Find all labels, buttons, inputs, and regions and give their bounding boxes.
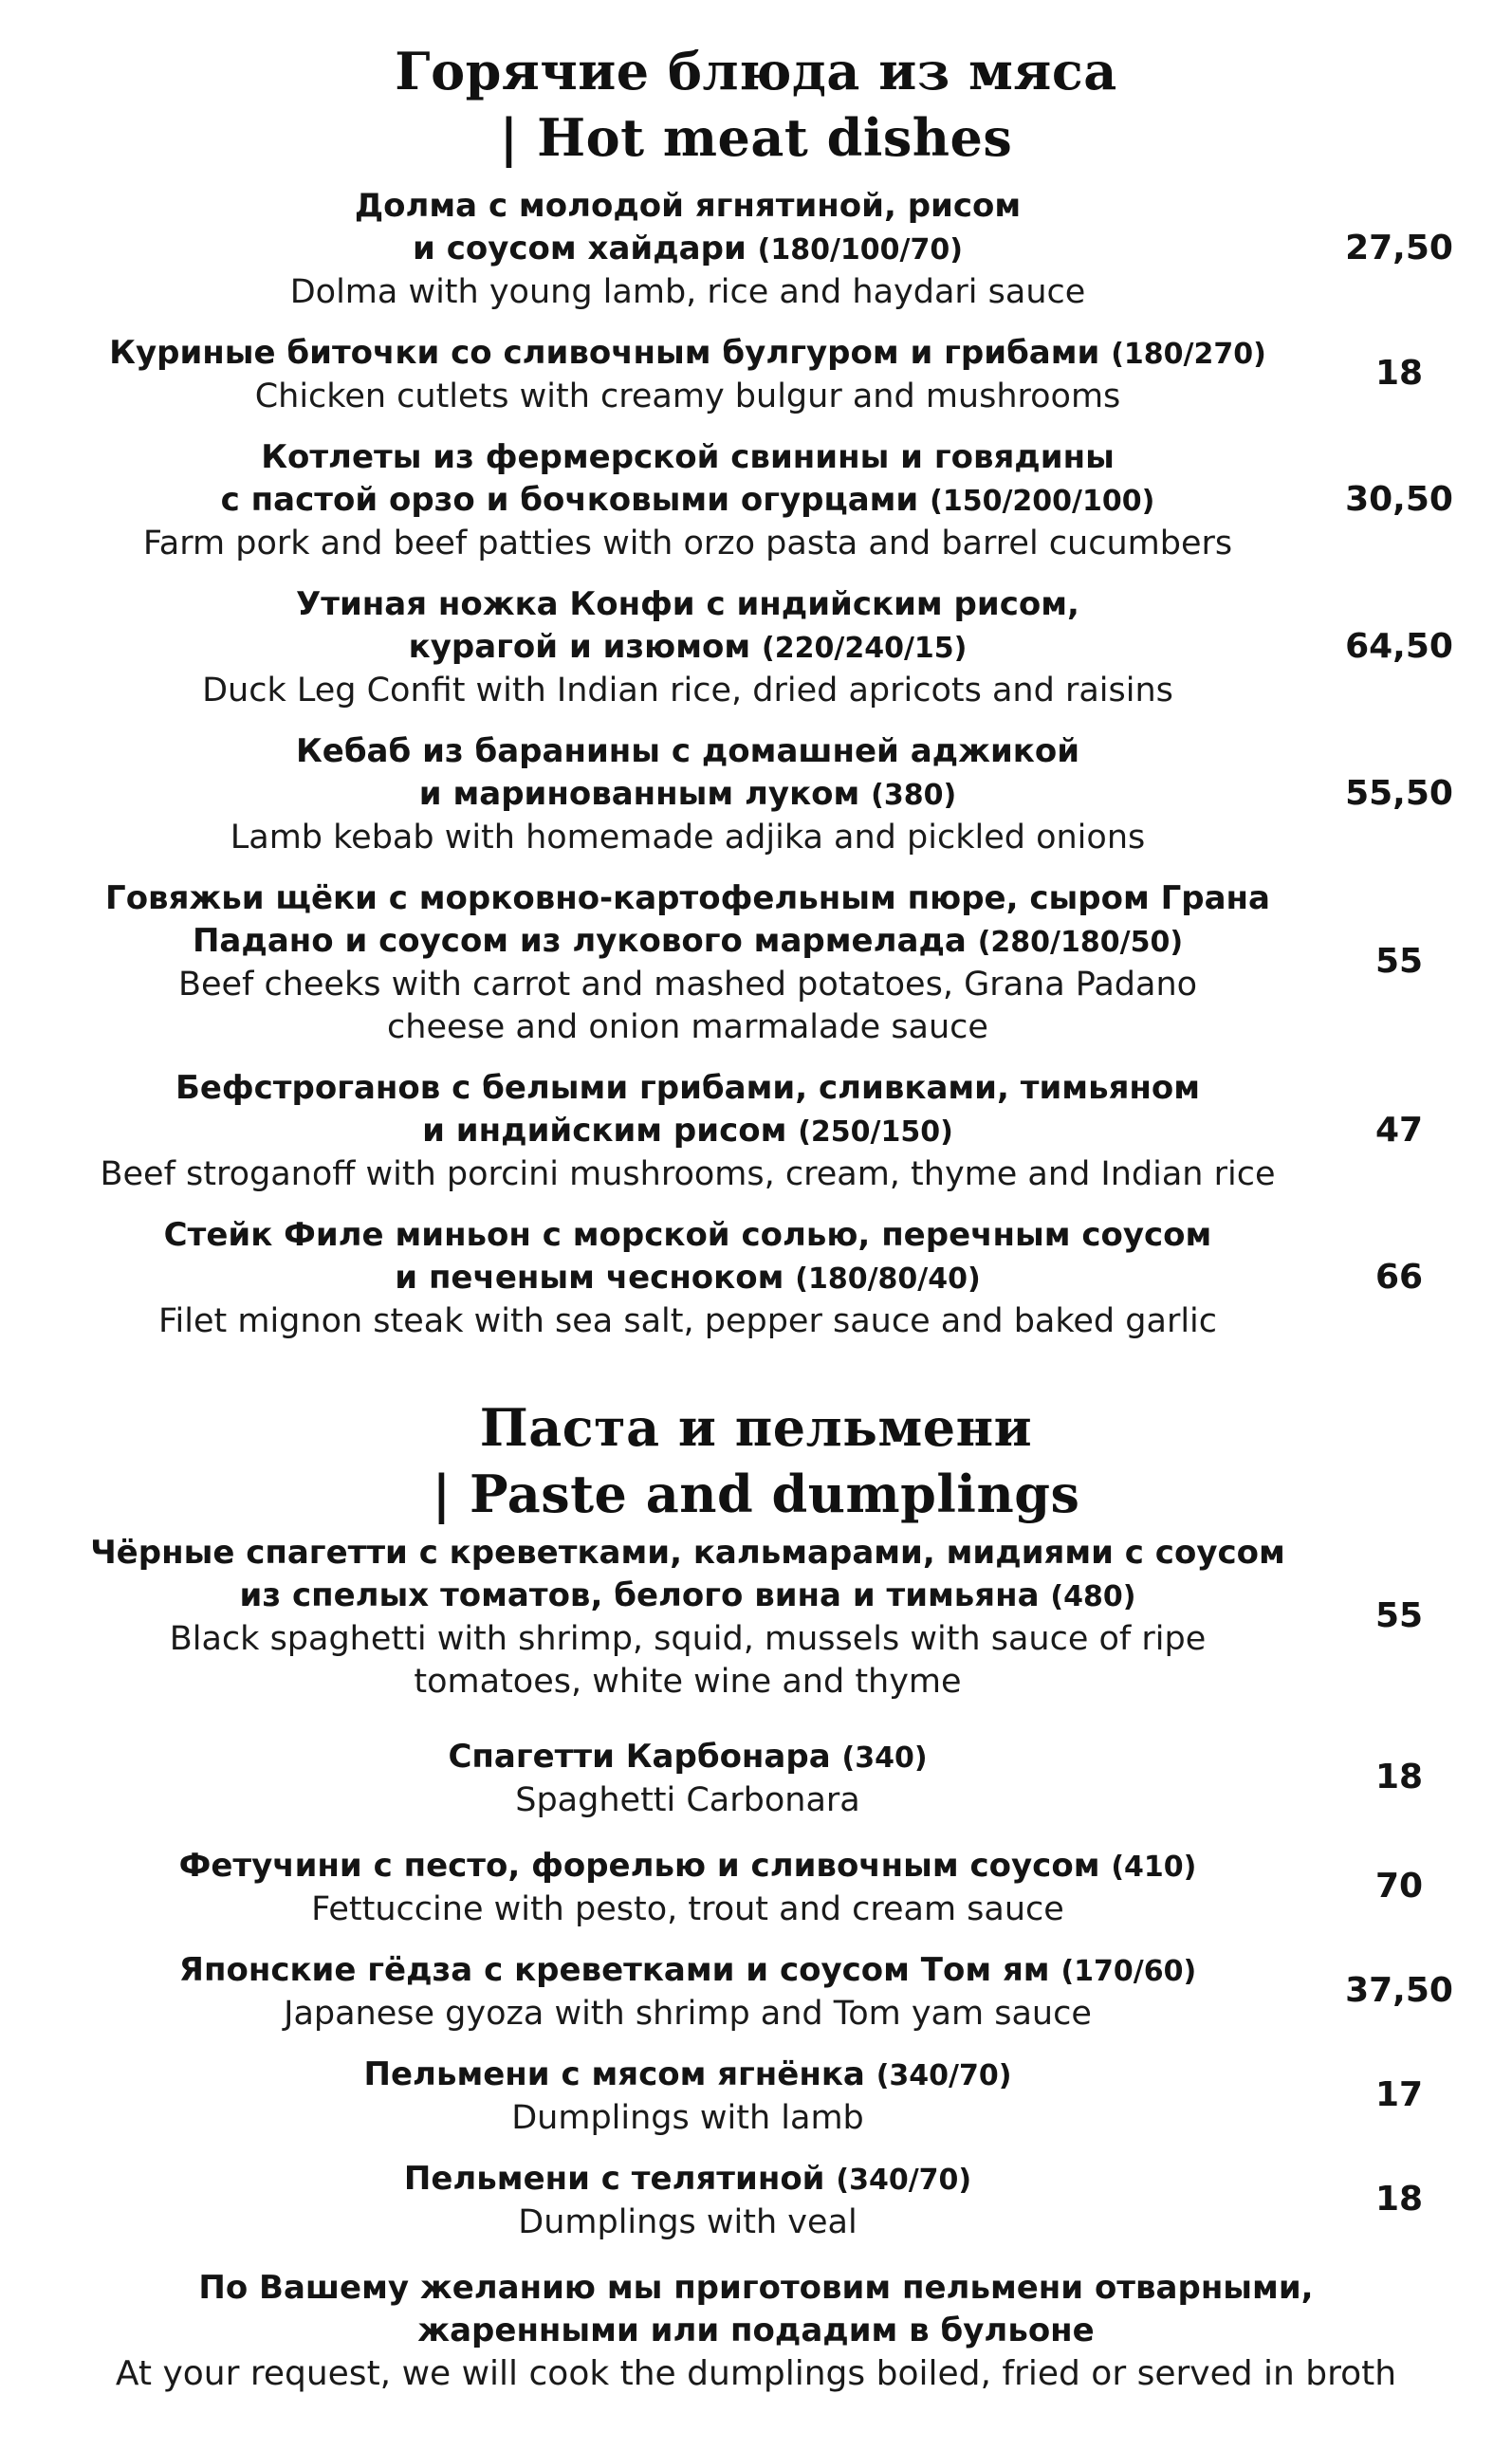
item-price: 66 <box>1374 1257 1424 1297</box>
item-name-ru-text: Падано и соусом из лукового мармелада <box>192 922 967 960</box>
item-name-ru <box>76 1067 1300 1110</box>
item-name-en: Lamb kebab with homemade adjika and pickled onions <box>230 819 1146 857</box>
section-title-line: Горячие блюда из мяса <box>395 41 1117 101</box>
item-description <box>76 1067 1300 1196</box>
item-name-ru-text: Пельмени с мясом ягнёнка <box>363 2055 865 2093</box>
item-price: 64,50 <box>1345 626 1453 666</box>
item-price: 30,50 <box>1345 479 1453 519</box>
item-name-ru-text: Стейк Филе миньон с морской солью, перечным соусом <box>163 1216 1212 1254</box>
item-name-ru <box>76 730 1300 773</box>
section-title-line: Паста и пельмени <box>479 1397 1033 1458</box>
item-price: 17 <box>1374 2075 1424 2114</box>
item-name-en: tomatoes, white wine and thyme <box>414 1663 962 1701</box>
item-price: 18 <box>1374 2180 1424 2219</box>
item-name-en: Beef cheeks with carrot and mashed potatoes, Grana Padano <box>177 966 1198 1004</box>
item-name-ru-text: Куриные биточки со сливочным булгуром и грибами <box>109 334 1100 372</box>
item-description <box>76 436 1300 565</box>
item-description <box>76 1532 1300 1704</box>
item-name-en: Fettuccine with pesto, trout and cream sauce <box>311 1890 1064 1928</box>
item-name-ru-text: Спагетти Карбонара <box>448 1738 831 1776</box>
item-price: 55 <box>1374 942 1424 981</box>
item-weight: (280/180/50) <box>977 926 1184 959</box>
item-description <box>76 2054 1300 2140</box>
item-weight: (220/240/15) <box>762 632 968 665</box>
item-name-en: Japanese gyoza with shrimp and Tom yam sauce <box>284 1995 1092 2033</box>
item-weight: (340/70) <box>836 2164 972 2197</box>
item-description <box>76 583 1300 712</box>
item-price: 18 <box>1374 1758 1424 1796</box>
item-name-en: Dolma with young lamb, rice and haydari sauce <box>289 273 1086 311</box>
item-description <box>76 877 1300 1049</box>
item-name-ru-text: Котлеты из фермерской свинины и говядины <box>261 438 1115 476</box>
item-weight: (410) <box>1111 1851 1197 1884</box>
item-weight: (480) <box>1050 1580 1136 1613</box>
item-name-ru <box>76 228 1300 271</box>
item-weight: (180/100/70) <box>757 233 963 267</box>
item-name-ru <box>76 436 1300 479</box>
item-name-ru-text: Утиная ножка Конфи с индийским рисом, <box>296 585 1079 623</box>
item-name-ru <box>76 1257 1300 1300</box>
note-en-line: At your request, we will cook the dumplings boiled, fried or served in broth <box>115 2354 1397 2393</box>
item-name-ru-text: и печеным чесноком <box>395 1259 784 1297</box>
item-description <box>76 1214 1300 1343</box>
section-title <box>0 1394 1512 1527</box>
item-weight: (250/150) <box>798 1115 953 1149</box>
item-name-ru <box>76 2054 1300 2097</box>
item-weight: (150/200/100) <box>930 485 1155 518</box>
item-name-ru <box>76 1575 1300 1618</box>
item-name-ru <box>76 626 1300 670</box>
item-name-ru-text: и соусом хайдари <box>413 230 747 267</box>
item-name-en: Dumplings with veal <box>518 2203 857 2241</box>
item-name-ru <box>76 185 1300 228</box>
item-price: 27,50 <box>1345 228 1453 267</box>
item-description <box>76 185 1300 314</box>
item-name-ru <box>76 773 1300 817</box>
item-name-ru-text: курагой и изюмом <box>408 628 751 666</box>
item-name-ru-text: Кебаб из баранины с домашней аджикой <box>295 732 1080 770</box>
item-name-ru <box>76 1532 1300 1575</box>
item-name-ru <box>76 332 1300 376</box>
item-name-en: Farm pork and beef patties with orzo pasta and barrel cucumbers <box>142 525 1233 562</box>
item-description <box>76 2158 1300 2244</box>
item-name-ru-text: Бефстроганов с белыми грибами, сливками, тимьяном <box>175 1069 1201 1107</box>
item-name-ru <box>76 583 1300 626</box>
item-name-ru-text: Японские гёдза с креветками и соусом Том ям <box>178 1951 1050 1989</box>
item-weight: (180/80/40) <box>795 1262 981 1296</box>
item-description <box>76 1845 1300 1931</box>
item-price: 47 <box>1374 1110 1424 1150</box>
dumplings-note <box>0 2267 1512 2395</box>
item-price: 55,50 <box>1345 773 1453 813</box>
item-name-en: Chicken cutlets with creamy bulgur and mushrooms <box>254 378 1121 415</box>
item-name-ru-text: и индийским рисом <box>422 1112 787 1150</box>
item-weight: (380) <box>871 779 957 812</box>
item-weight: (170/60) <box>1060 1955 1197 1988</box>
item-name-ru-text: Чёрные спагетти с креветками, кальмарами, мидиями с соусом <box>90 1534 1285 1572</box>
note-ru-line: жаренными или подадим в бульоне <box>417 2312 1095 2349</box>
section-title-line: | Paste and dumplings <box>432 1464 1080 1524</box>
section-title-line: | Hot meat dishes <box>499 107 1013 168</box>
item-weight: (340/70) <box>876 2059 1012 2092</box>
item-name-ru <box>76 1949 1300 1993</box>
item-description <box>76 1949 1300 2036</box>
item-name-en: cheese and onion marmalade sauce <box>387 1008 988 1046</box>
item-weight: (340) <box>841 1741 928 1775</box>
item-name-ru-text: Говяжьи щёки с морковно-картофельным пюре, сыром Грана <box>105 879 1270 917</box>
item-name-ru-text: и маринованным луком <box>418 775 860 813</box>
item-name-ru-text: из спелых томатов, белого вина и тимьяна <box>239 1576 1040 1614</box>
item-weight: (180/270) <box>1111 338 1266 371</box>
item-name-ru <box>76 479 1300 523</box>
section-title <box>0 38 1512 171</box>
item-name-ru-text: Пельмени с телятиной <box>403 2160 825 2198</box>
item-description <box>76 1736 1300 1822</box>
item-price: 37,50 <box>1345 1971 1453 2010</box>
item-price: 70 <box>1374 1867 1424 1906</box>
item-name-ru-text: Фетучини с песто, форелью и сливочным соусом <box>178 1847 1100 1885</box>
item-name-ru <box>76 877 1300 920</box>
item-name-en: Dumplings with lamb <box>511 2099 864 2137</box>
item-price: 55 <box>1374 1596 1424 1635</box>
item-name-en: Spaghetti Carbonara <box>515 1781 860 1819</box>
item-name-en: Filet mignon steak with sea salt, pepper sauce and baked garlic <box>157 1302 1218 1340</box>
item-price: 18 <box>1374 354 1424 393</box>
item-name-ru <box>76 1845 1300 1888</box>
item-name-en: Black spaghetti with shrimp, squid, mussels with sauce of ripe <box>169 1620 1207 1658</box>
item-description <box>76 730 1300 859</box>
item-name-ru <box>76 2158 1300 2201</box>
item-name-en: Beef stroganoff with porcini mushrooms, cream, thyme and Indian rice <box>100 1155 1276 1193</box>
item-name-ru <box>76 920 1300 964</box>
note-ru-line: По Вашему желанию мы приготовим пельмени отварными, <box>198 2269 1314 2307</box>
item-name-ru-text: Долма с молодой ягнятиной, рисом <box>354 187 1022 225</box>
item-name-en: Duck Leg Confit with Indian rice, dried apricots and raisins <box>202 672 1173 709</box>
item-name-ru-text: с пастой орзо и бочковыми огурцами <box>220 481 919 519</box>
item-name-ru <box>76 1214 1300 1257</box>
item-name-ru <box>76 1110 1300 1153</box>
item-description <box>76 332 1300 418</box>
item-name-ru <box>76 1736 1300 1779</box>
